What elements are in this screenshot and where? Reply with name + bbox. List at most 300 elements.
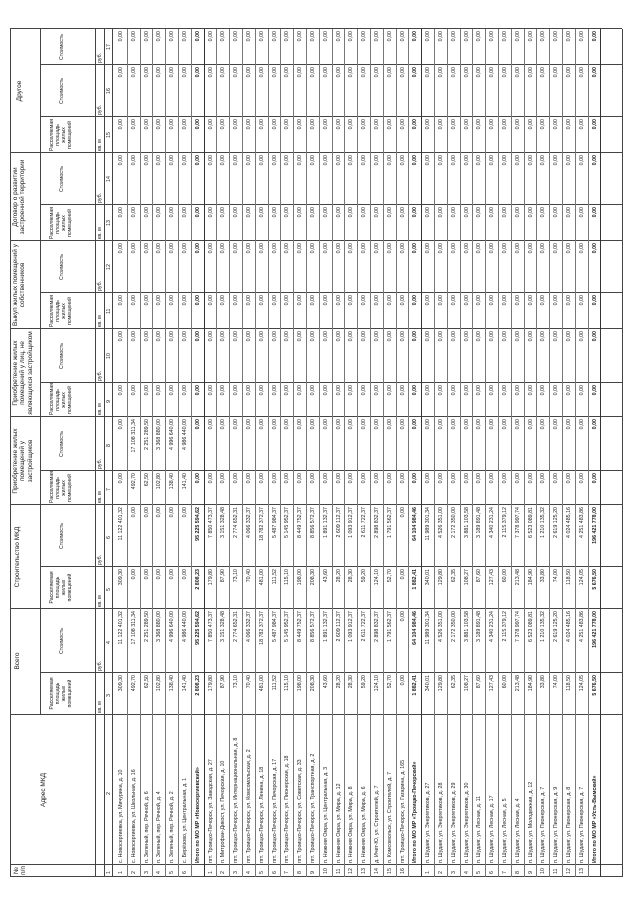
table-row-value: 0,00 xyxy=(463,473,470,484)
table-row-value: 0,00 xyxy=(527,119,534,130)
table-row-value: 0,00 xyxy=(566,385,572,396)
table-row-value: 0,00 xyxy=(130,67,137,78)
table-row-value: 0,00 xyxy=(322,67,329,78)
row-separator xyxy=(434,29,435,877)
table-row-value: 0,00 xyxy=(322,331,329,342)
row-separator xyxy=(280,29,281,877)
column-number: 3 xyxy=(106,694,112,697)
frame-left-line xyxy=(10,876,622,877)
table-row-value: 0,00 xyxy=(246,155,252,166)
table-row-value: 0,00 xyxy=(335,331,342,342)
table-row-value: 0,00 xyxy=(207,295,214,306)
table-row-value: 0,00 xyxy=(463,419,470,430)
row-separator xyxy=(178,29,179,877)
table-row-value: 0,00 xyxy=(361,331,368,342)
table-row-value: 3 151 328,48 xyxy=(220,611,227,642)
table-row-value: 198,00 xyxy=(297,569,304,586)
total-row-value: 0,00 xyxy=(194,385,201,396)
table-row-value: 0,00 xyxy=(322,31,329,42)
table-row-value: 0,00 xyxy=(143,507,150,518)
table-row-value: 0,00 xyxy=(578,385,585,396)
table-row-value: 1 891 132,37 xyxy=(322,507,329,538)
table-row-number: 2 xyxy=(130,871,137,874)
table-row-value: 0,00 xyxy=(169,67,176,78)
table-row-value: 0,00 xyxy=(310,207,316,218)
table-row-value: 0,00 xyxy=(182,569,188,580)
table-row-number: 9 xyxy=(310,871,316,874)
column-number: 1 xyxy=(106,871,112,874)
table-row-value: 4 996 640,00 xyxy=(169,419,176,450)
table-row-value: 0,00 xyxy=(258,207,265,218)
table-row-value: 0,00 xyxy=(578,295,585,306)
table-row-value: 0,00 xyxy=(540,67,547,78)
total-row-value: 1 882,41 xyxy=(412,675,419,696)
table-row-value: 2 172 350,00 xyxy=(450,611,457,642)
table-row-value: 0,00 xyxy=(489,31,496,42)
table-row-value: 2 898 832,37 xyxy=(374,507,380,538)
table-row-value: 0,00 xyxy=(566,119,572,130)
total-row-value: 0,00 xyxy=(194,119,201,130)
table-row-value: 4 340 231,24 xyxy=(489,507,496,538)
table-row-value: 0,00 xyxy=(463,31,470,42)
table-row-value: 0,00 xyxy=(182,243,188,254)
table-row-value: 0,00 xyxy=(143,207,150,218)
table-row-value: 0,00 xyxy=(169,207,176,218)
row-separator xyxy=(152,29,153,877)
table-row-value: 0,00 xyxy=(489,331,496,342)
column-number: 13 xyxy=(106,220,112,226)
table-row-value: 0,00 xyxy=(450,295,457,306)
table-row-value: 0,00 xyxy=(361,119,368,130)
column-number: 16 xyxy=(106,88,112,94)
table-row-value: 4 251 483,86 xyxy=(578,611,585,642)
table-row-value: 0,00 xyxy=(553,419,560,430)
table-row-value: 4 340 231,24 xyxy=(489,611,496,642)
table-row-number: 6 xyxy=(271,871,278,874)
table-row-number: 8 xyxy=(514,871,521,874)
table-row-number: 12 xyxy=(348,868,355,874)
table-row-value: 0,00 xyxy=(578,119,585,130)
total-row-value: 0,00 xyxy=(591,331,598,342)
total-row-value: 0,00 xyxy=(194,155,201,166)
column-numbers-line xyxy=(112,29,113,877)
subheader-cost: Стоимость xyxy=(59,431,65,457)
table-row-value: 0,00 xyxy=(169,243,176,254)
table-row-value: 0,00 xyxy=(233,331,240,342)
table-row-value: 0,00 xyxy=(514,207,521,218)
table-row-value: 0,00 xyxy=(322,473,329,484)
table-row-number: 2 xyxy=(438,871,444,874)
total-row-value: 0,00 xyxy=(412,243,419,254)
table-row-value: 87,60 xyxy=(476,569,483,583)
table-row-number: 3 xyxy=(450,871,457,874)
table-row-value: 0,00 xyxy=(156,243,163,254)
table-row-value: 8 856 572,37 xyxy=(310,611,316,642)
header-total: Всего xyxy=(14,652,21,670)
table-row-value: 0,00 xyxy=(399,611,406,622)
table-row-value: 0,00 xyxy=(271,243,278,254)
table-row-value: 3 368 880,00 xyxy=(156,419,163,450)
row-separator xyxy=(383,29,384,877)
table-row-address: п. Митрофан-Дикост, ул. Печорская, д. 10 xyxy=(220,760,227,863)
table-row-value: 179,80 xyxy=(207,675,214,692)
table-row-address: с. Новосергиевка, ул. Школьная, д. 16 xyxy=(130,769,137,863)
subheader-area: Расселяемая площадь жилых помещений xyxy=(49,677,73,710)
unit-label: руб. xyxy=(97,280,103,291)
table-row-value: 0,00 xyxy=(322,119,329,130)
table-row-value: 0,00 xyxy=(220,473,227,484)
table-row-value: 0,00 xyxy=(220,155,227,166)
table-row-value: 0,00 xyxy=(540,295,547,306)
total-row-value: 95 225 594,62 xyxy=(194,507,201,541)
table-row-value: 340,01 xyxy=(425,569,432,586)
header-acquisition-developers: Приобретение жилых помещений у застройщиков xyxy=(12,428,34,494)
table-row-value: 28,30 xyxy=(348,675,355,689)
table-row-value: 0,00 xyxy=(271,295,278,306)
table-row-value: 28,30 xyxy=(348,569,355,583)
table-row-number: 9 xyxy=(527,871,534,874)
table-row-address: п. Шудаяг, ул. Лесная, д. 11 xyxy=(476,795,483,863)
table-row-value: 127,43 xyxy=(489,675,496,692)
table-row-value: 0,00 xyxy=(578,155,585,166)
table-row-address: пгт. Троицко-Печорск, ул. Заводская, д. 27 xyxy=(207,759,214,863)
table-row-value: 0,00 xyxy=(143,295,150,306)
table-row-value: 2 609 112,37 xyxy=(335,611,342,642)
table-row-value: 0,00 xyxy=(566,419,572,430)
table-row-value: 0,00 xyxy=(207,331,214,342)
table-row-value: 6 523 089,81 xyxy=(527,611,534,642)
column-number: 17 xyxy=(106,44,112,50)
table-row-value: 118,50 xyxy=(566,569,572,585)
table-row-value: 0,00 xyxy=(450,67,457,78)
row-separator xyxy=(396,29,397,877)
table-row-value: 0,00 xyxy=(527,331,534,342)
table-row-value: 0,00 xyxy=(207,419,214,430)
table-row-value: 0,00 xyxy=(476,473,483,484)
table-row-value: 0,00 xyxy=(489,207,496,218)
table-row-address: п. Шудаяг, ул. Пионерская, д. 7 xyxy=(540,786,547,863)
table-row-value: 0,00 xyxy=(220,331,227,342)
table-row-value: 0,00 xyxy=(271,207,278,218)
table-row-value: 0,00 xyxy=(425,331,432,342)
total-row-value: 0,00 xyxy=(412,419,419,430)
table-row-value: 0,00 xyxy=(130,385,137,396)
table-row-value: 18 782 372,37 xyxy=(258,507,265,541)
table-row-value: 0,00 xyxy=(399,31,406,42)
table-row-value: 198,00 xyxy=(297,675,304,692)
table-row-value: 0,00 xyxy=(502,155,508,166)
table-row-value: 0,00 xyxy=(156,385,163,396)
total-row-value: 0,00 xyxy=(591,473,598,484)
table-row-value: 108,27 xyxy=(463,569,470,586)
table-row-value: 0,00 xyxy=(527,207,534,218)
table-row-value: 0,00 xyxy=(399,473,406,484)
table-row-value: 213,48 xyxy=(514,569,521,586)
table-row-value: 0,00 xyxy=(438,295,444,306)
table-row-value: 0,00 xyxy=(220,119,227,130)
header-bottom-line xyxy=(95,29,96,877)
table-row-value: 11 989 301,34 xyxy=(425,611,432,645)
table-row-value: 52,70 xyxy=(386,675,393,689)
total-row-value: 5 676,50 xyxy=(591,675,598,696)
table-row-value: 0,00 xyxy=(118,67,124,78)
table-row-value: 0,00 xyxy=(284,331,291,342)
table-row-address: п. Шудаяг, ул. Молодежная, д. 12 xyxy=(527,781,534,863)
table-row-value: 0,00 xyxy=(258,243,265,254)
table-row-value: 0,00 xyxy=(553,243,560,254)
table-row-value: 74,00 xyxy=(553,569,560,583)
row-separator xyxy=(588,29,589,877)
table-row-value: 0,00 xyxy=(514,331,521,342)
row-separator xyxy=(421,29,422,877)
table-row-value: 0,00 xyxy=(361,207,368,218)
subheader-cost: Стоимость xyxy=(59,166,65,192)
col-line xyxy=(10,328,622,329)
table-row-number: 4 xyxy=(156,871,163,874)
table-row-value: 0,00 xyxy=(271,385,278,396)
table-row-value: 0,00 xyxy=(130,295,137,306)
table-row-value: 0,00 xyxy=(156,295,163,306)
column-number: 6 xyxy=(106,536,112,539)
table-row-value: 0,00 xyxy=(361,385,368,396)
table-row-value: 213,48 xyxy=(514,675,521,692)
unit-label: кв. м xyxy=(97,403,103,415)
frame-right-line xyxy=(10,28,622,29)
table-row-value: 0,00 xyxy=(438,67,444,78)
table-row-value: 0,00 xyxy=(476,31,483,42)
row-separator xyxy=(472,29,473,877)
subheader-line xyxy=(104,29,105,877)
table-row-number: 5 xyxy=(258,871,265,874)
table-row-value: 0,00 xyxy=(156,67,163,78)
table-row-value: 0,00 xyxy=(297,243,304,254)
table-row-value: 0,00 xyxy=(258,31,265,42)
col-line xyxy=(10,416,622,417)
table-row-value: 0,00 xyxy=(233,473,240,484)
table-row-value: 0,00 xyxy=(335,155,342,166)
table-row-value: 0,00 xyxy=(425,419,432,430)
total-row-value: 0,00 xyxy=(194,243,201,254)
table-row-value: 0,00 xyxy=(476,155,483,166)
total-row-value: 0,00 xyxy=(194,295,201,306)
table-row-value: 43,60 xyxy=(322,675,329,689)
table-row-value: 208,30 xyxy=(310,675,316,692)
table-row-value: 0,00 xyxy=(514,295,521,306)
table-row-value: 62,35 xyxy=(450,675,457,689)
table-row-value: 0,00 xyxy=(258,473,265,484)
table-row-value: 2 115 379,12 xyxy=(502,507,508,538)
row-separator xyxy=(536,29,537,877)
table-row-value: 0,00 xyxy=(271,473,278,484)
table-row-value: 0,00 xyxy=(527,473,534,484)
table-row-value: 0,00 xyxy=(335,119,342,130)
table-row-value: 0,00 xyxy=(156,119,163,130)
table-row-value: 0,00 xyxy=(578,67,585,78)
table-row-value: 0,00 xyxy=(399,675,406,686)
table-row-value: 8 856 572,37 xyxy=(310,507,316,538)
total-row-value: 0,00 xyxy=(591,155,598,166)
unit-label: руб. xyxy=(97,458,103,469)
table-row-address: д. Ичет-Ю, ул. Строителей, д. 7 xyxy=(374,785,380,863)
table-row-value: 70,40 xyxy=(246,569,252,583)
table-row-value: 0,00 xyxy=(169,569,176,580)
total-row-value: 196 421 778,00 xyxy=(591,507,598,544)
table-row-address: п. Шудаяг, ул. Энергетиков, д. 27 xyxy=(425,782,432,863)
table-row-value: 0,00 xyxy=(118,31,124,42)
table-row-address: п. Зеленый, пер. Речной, д. 2 xyxy=(169,791,176,863)
table-row-value: 0,00 xyxy=(566,67,572,78)
row-separator xyxy=(242,29,243,877)
table-row-value: 0,00 xyxy=(284,155,291,166)
table-row-number: 4 xyxy=(246,871,252,874)
table-row-value: 0,00 xyxy=(182,119,188,130)
table-row-value: 0,00 xyxy=(386,295,393,306)
table-row-value: 59,20 xyxy=(361,569,368,583)
table-row-value: 0,00 xyxy=(207,67,214,78)
header-construction: Строительство МКД xyxy=(14,526,21,588)
table-row-value: 0,00 xyxy=(450,419,457,430)
table-row-value: 0,00 xyxy=(143,569,150,580)
table-row-value: 0,00 xyxy=(297,419,304,430)
table-row-value: 0,00 xyxy=(118,155,124,166)
table-row-value: 0,00 xyxy=(246,419,252,430)
table-row-number: 10 xyxy=(322,868,329,874)
table-row-value: 0,00 xyxy=(425,243,432,254)
total-row-value: 0,00 xyxy=(194,331,201,342)
table-row-value: 124,10 xyxy=(374,675,380,692)
table-row-value: 115,10 xyxy=(284,569,291,585)
table-row-value: 0,00 xyxy=(502,419,508,430)
row-separator xyxy=(204,29,205,877)
table-row-value: 0,00 xyxy=(489,385,496,396)
row-separator xyxy=(191,29,192,877)
total-row-value: 0,00 xyxy=(194,473,201,484)
table-row-value: 340,01 xyxy=(425,675,432,692)
table-row-value: 2 611 722,37 xyxy=(361,507,368,538)
table-row-number: 1 xyxy=(207,871,214,874)
row-separator xyxy=(524,29,525,877)
total-row-value: 0,00 xyxy=(591,31,598,42)
unit-label: кв. м xyxy=(97,315,103,327)
table-row-value: 0,00 xyxy=(118,119,124,130)
table-row-value: 0,00 xyxy=(335,67,342,78)
table-row-value: 0,00 xyxy=(476,331,483,342)
table-row-value: 0,00 xyxy=(310,295,316,306)
row-separator xyxy=(447,29,448,877)
table-row-value: 0,00 xyxy=(438,207,444,218)
table-row-value: 0,00 xyxy=(553,119,560,130)
total-row-value: 0,00 xyxy=(194,67,201,78)
table-row-value: 0,00 xyxy=(463,385,470,396)
table-row-value: 33,80 xyxy=(540,675,547,689)
table-row-value: 0,00 xyxy=(502,119,508,130)
table-row-value: 0,00 xyxy=(566,473,572,484)
table-row-value: 0,00 xyxy=(284,31,291,42)
table-row-value: 11 122 401,32 xyxy=(118,507,124,541)
total-row-value: 0,00 xyxy=(412,155,419,166)
table-row-value: 0,00 xyxy=(514,67,521,78)
table-row-value: 0,00 xyxy=(540,243,547,254)
table-row-value: 0,00 xyxy=(438,31,444,42)
table-row-address: п. Шудаяг, ул. Энергетиков, д. 29 xyxy=(450,782,457,863)
total-row-value: 95 225 594,62 xyxy=(194,611,201,645)
table-row-value: 492,70 xyxy=(130,675,137,692)
table-row-value: 0,00 xyxy=(258,67,265,78)
column-number: 7 xyxy=(106,488,112,491)
col-line xyxy=(10,864,622,865)
table-row-value: 2 172 350,00 xyxy=(450,507,457,538)
table-row-value: 102,80 xyxy=(156,675,163,692)
table-row-value: 0,00 xyxy=(514,385,521,396)
table-row-value: 4 024 485,16 xyxy=(566,611,572,642)
table-row-value: 129,80 xyxy=(438,675,444,692)
table-row-address: с. Новосергиевка, ул. Мичурина, д. 10 xyxy=(118,769,124,863)
subheader-cost: Стоимость xyxy=(59,628,65,654)
table-row-value: 0,00 xyxy=(233,119,240,130)
table-row-value: 208,30 xyxy=(310,569,316,586)
table-row-value: 0,00 xyxy=(130,569,137,580)
unit-label: руб. xyxy=(97,660,103,671)
table-row-value: 0,00 xyxy=(348,67,355,78)
table-row-number: 6 xyxy=(182,871,188,874)
table-row-value: 0,00 xyxy=(182,207,188,218)
table-row-value: 0,00 xyxy=(233,155,240,166)
table-row-value: 0,00 xyxy=(182,507,188,518)
table-row-value: 0,00 xyxy=(220,385,227,396)
table-row-value: 0,00 xyxy=(335,31,342,42)
table-row-value: 0,00 xyxy=(438,385,444,396)
table-row-value: 0,00 xyxy=(527,385,534,396)
table-row-value: 0,00 xyxy=(156,507,163,518)
table-row-value: 0,00 xyxy=(284,119,291,130)
table-row-value: 0,00 xyxy=(335,243,342,254)
table-row-number: 15 xyxy=(386,868,393,874)
table-row-value: 0,00 xyxy=(220,243,227,254)
table-row-value: 73,10 xyxy=(233,675,240,689)
col-line xyxy=(10,240,622,241)
table-row-value: 0,00 xyxy=(348,119,355,130)
total-row-value: 1 882,41 xyxy=(412,569,419,590)
table-row-value: 111,52 xyxy=(271,569,278,585)
row-separator xyxy=(319,29,320,877)
table-row-value: 0,00 xyxy=(399,155,406,166)
table-row-value: 0,00 xyxy=(258,385,265,396)
column-number: 2 xyxy=(106,792,112,795)
table-row-number: 3 xyxy=(233,871,240,874)
table-row-value: 0,00 xyxy=(502,207,508,218)
table-row-value: 0,00 xyxy=(502,331,508,342)
row-separator xyxy=(165,29,166,877)
column-number: 9 xyxy=(106,400,112,403)
table-row-value: 0,00 xyxy=(463,331,470,342)
table-row-value: 28,20 xyxy=(335,569,342,583)
table-row-value: 0,00 xyxy=(233,295,240,306)
row-separator xyxy=(306,29,307,877)
table-row-value: 0,00 xyxy=(489,295,496,306)
table-row-value: 0,00 xyxy=(386,385,393,396)
table-row-value: 0,00 xyxy=(271,119,278,130)
subheader-cost: Стоимость xyxy=(59,34,65,60)
table-row-value: 0,00 xyxy=(438,473,444,484)
table-row-value: 0,00 xyxy=(386,331,393,342)
table-row-value: 0,00 xyxy=(386,243,393,254)
table-row-value: 0,00 xyxy=(374,473,380,484)
table-row-value: 0,00 xyxy=(425,207,432,218)
total-row-address: Итого по МО МР «Усть-Вымский» xyxy=(591,775,598,863)
table-row-value: 0,00 xyxy=(399,507,406,518)
table-row-value: 0,00 xyxy=(207,385,214,396)
total-row-value: 0,00 xyxy=(412,295,419,306)
